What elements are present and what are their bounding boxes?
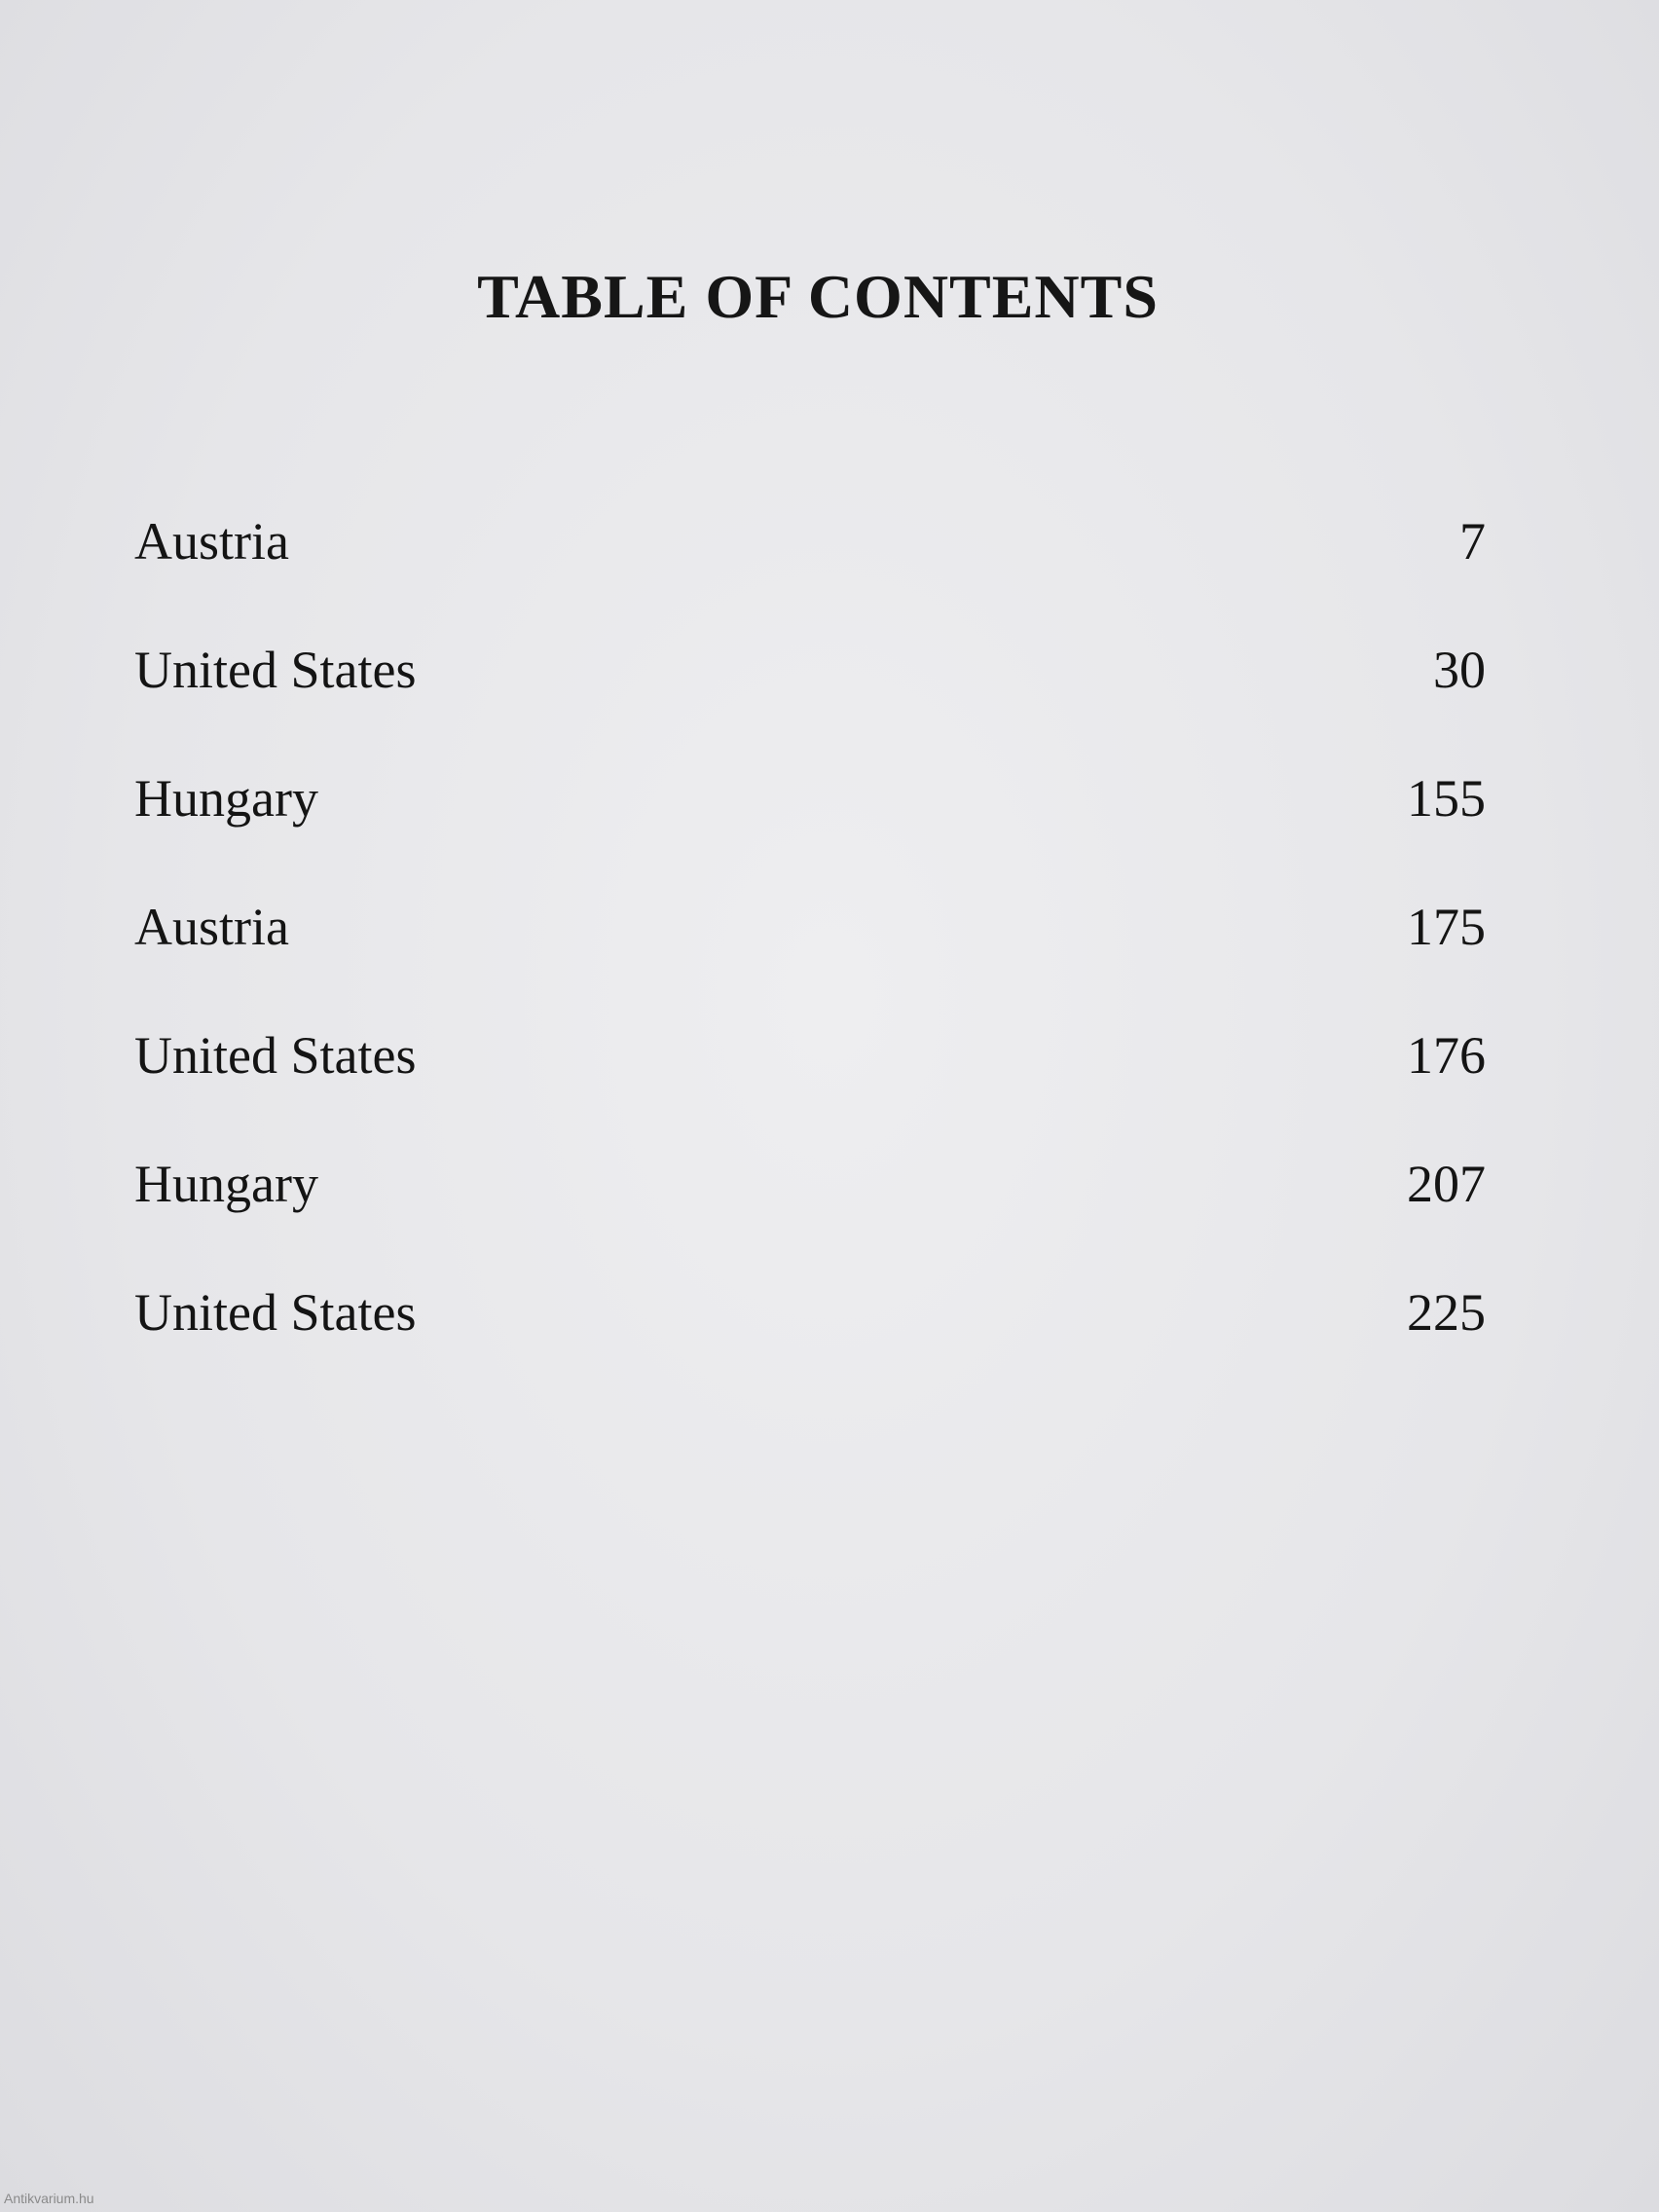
toc-entry — [134, 1282, 1486, 1411]
toc-entry-page: 155 — [1407, 769, 1486, 828]
toc-entry-label: United States — [134, 1283, 417, 1342]
toc-entry — [134, 768, 1486, 897]
toc-entry-page: 225 — [1407, 1283, 1486, 1342]
toc-entry — [134, 897, 1486, 1025]
toc-entry-label: United States — [134, 1026, 417, 1085]
toc-entry-label: Hungary — [134, 769, 318, 828]
toc-entry-label: Hungary — [134, 1155, 318, 1213]
toc-entry-page: 7 — [1459, 512, 1486, 571]
toc-entry — [134, 640, 1486, 768]
toc-entry-page: 175 — [1407, 898, 1486, 956]
toc-entry — [134, 1025, 1486, 1154]
toc-entry-label: Austria — [134, 512, 289, 571]
toc-entry-page: 30 — [1433, 641, 1486, 699]
toc-entry — [134, 1154, 1486, 1282]
watermark: Antikvarium.hu — [4, 2191, 94, 2206]
toc-entry — [134, 511, 1486, 640]
page-title: TABLE OF CONTENTS — [477, 262, 1159, 331]
toc-entry-label: United States — [134, 641, 417, 699]
toc-entry-label: Austria — [134, 898, 289, 956]
toc-entry-page: 176 — [1407, 1026, 1486, 1085]
table-of-contents — [134, 511, 1486, 1411]
toc-entry-page: 207 — [1407, 1155, 1486, 1213]
